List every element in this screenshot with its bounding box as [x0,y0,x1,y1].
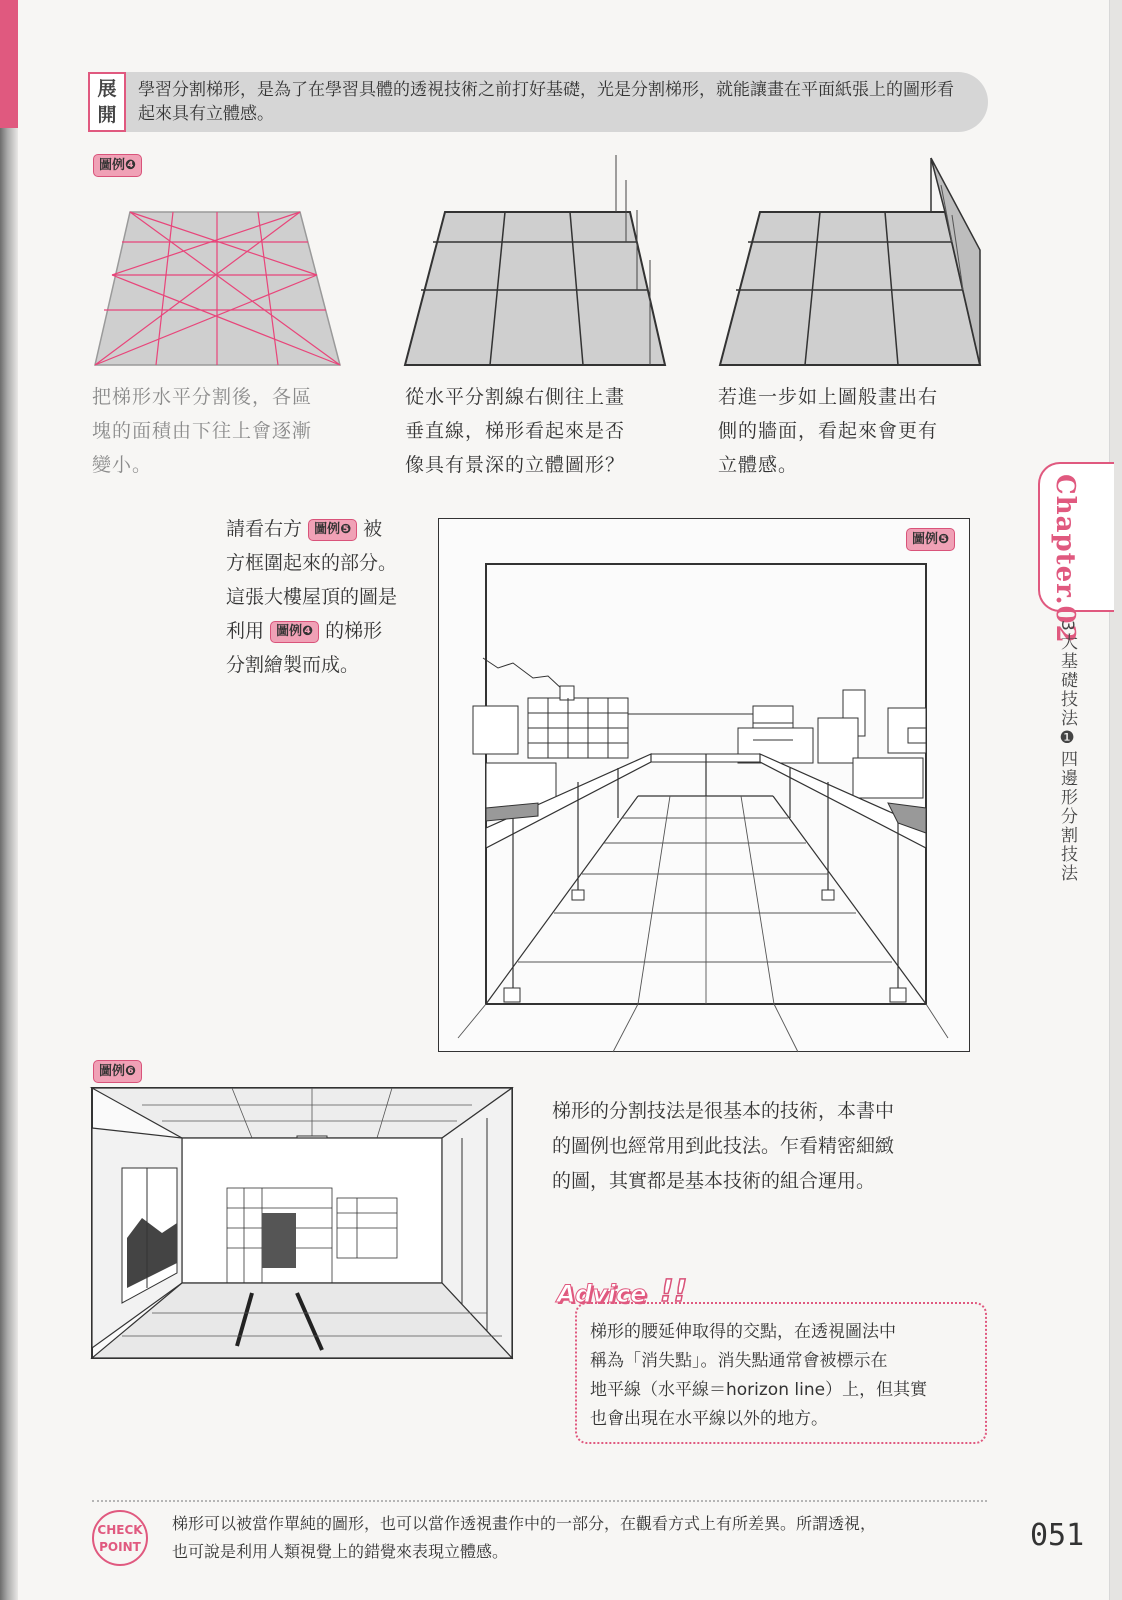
rooftop-note-text: 的梯形 [325,620,383,642]
figure-5-label: 圖例❺ [906,528,955,551]
advice-title: Advice [557,1280,647,1308]
caption-middle [405,380,625,482]
caption-right [718,380,938,482]
intro-text: 學習分割梯形，是為了在學習具體的透視技術之前打好基礎，光是分割梯形，就能讓畫在平面紙張上的圖形看起來具有立體感。 [138,80,954,124]
section-title-vertical: 3大基礎技法❶四邊形分割技法 [1057,620,1077,883]
body-paragraph [552,1094,894,1199]
caption-left-line: 把梯形水平分割後，各區 [92,386,313,408]
caption-left-line: 塊的面積由下往上會逐漸 [92,420,313,442]
checkpoint-text-line: 也可說是利用人類視覺上的錯覺來表現立體感。 [172,1542,509,1561]
intro-tag-char-2: 開 [97,104,117,126]
figure-4b-trapezoid-grid [405,150,675,370]
rooftop-note-line-3: 這張大樓屋頂的圖是 [226,586,398,608]
checkpoint-badge [92,1510,148,1566]
caption-middle-line: 垂直線，梯形看起來是否 [405,420,626,442]
advice-text-line: 梯形的腰延伸取得的交點，在透視圖法中 [590,1322,896,1342]
body-paragraph-line: 梯形的分割技法是很基本的技術，本書中 [552,1100,895,1122]
rooftop-note-line-5: 分割繪製而成。 [226,654,360,676]
rooftop-note-text: 利用 [226,620,265,642]
rooftop-note-line-2: 方框圍起來的部分。 [226,552,398,574]
caption-left-line: 變小。 [92,454,153,476]
body-paragraph-line: 的圖例也經常用到此技法。乍看精密細緻 [552,1135,895,1157]
advice-text-line: 也會出現在水平線以外的地方。 [590,1409,828,1429]
caption-middle-line: 像具有景深的立體圖形？ [405,454,626,476]
intro-tag-char-1: 展 [97,78,117,100]
figure-4a-trapezoid-divided [90,200,350,370]
figure-4-ref: 圖例❹ [270,621,319,643]
checkpoint-text [172,1510,992,1566]
chapter-tab-text: Chapter.02 [1050,474,1080,644]
figure-5-ref: 圖例❺ [308,519,357,541]
figure-6-japanese-room-illustration [92,1088,512,1358]
advice-text-line: 稱為「消失點」。消失點通常會被標示在 [590,1351,888,1371]
page-number: 051 [1030,1518,1085,1553]
figure-4-label: 圖例❹ [93,154,142,177]
body-paragraph-line: 的圖，其實都是基本技術的組合運用。 [552,1170,876,1192]
rooftop-note-line-4 [226,614,397,648]
advice-text [590,1318,980,1434]
rooftop-note-text: 請看右方 [226,518,303,540]
figure-6-label: 圖例❻ [93,1060,142,1083]
caption-right-line: 若進一步如上圖般畫出右 [718,386,939,408]
book-spine-shadow [0,0,18,1600]
rooftop-note-line-1 [226,512,397,546]
spine-accent-strip [0,0,18,128]
caption-right-line: 側的牆面，看起來會更有 [718,420,939,442]
figure-4c-trapezoid-with-wall [720,150,990,370]
caption-left [92,380,312,482]
intro-tag [88,72,126,132]
footer-divider [92,1500,987,1502]
chapter-tab [1038,462,1114,644]
rooftop-note-text: 被 [363,518,383,540]
checkpoint-text-line: 梯形可以被當作單純的圖形，也可以當作透視畫作中的一部分，在觀看方式上有所差異。所謂透視， [172,1514,877,1533]
figure-5-rooftop-illustration [438,518,970,1052]
page-edge [1109,0,1122,1600]
caption-middle-line: 從水平分割線右側往上畫 [405,386,626,408]
intro-banner [88,72,988,132]
advice-text-line: 地平線（水平線＝horizon line）上，但其實 [590,1380,928,1400]
caption-right-line: 立體感。 [718,454,799,476]
checkpoint-badge-line: CHECK [97,1523,143,1537]
checkpoint-badge-line: POINT [99,1540,141,1554]
advice-exclamation-icon: !! [660,1274,688,1309]
rooftop-note [226,512,397,682]
